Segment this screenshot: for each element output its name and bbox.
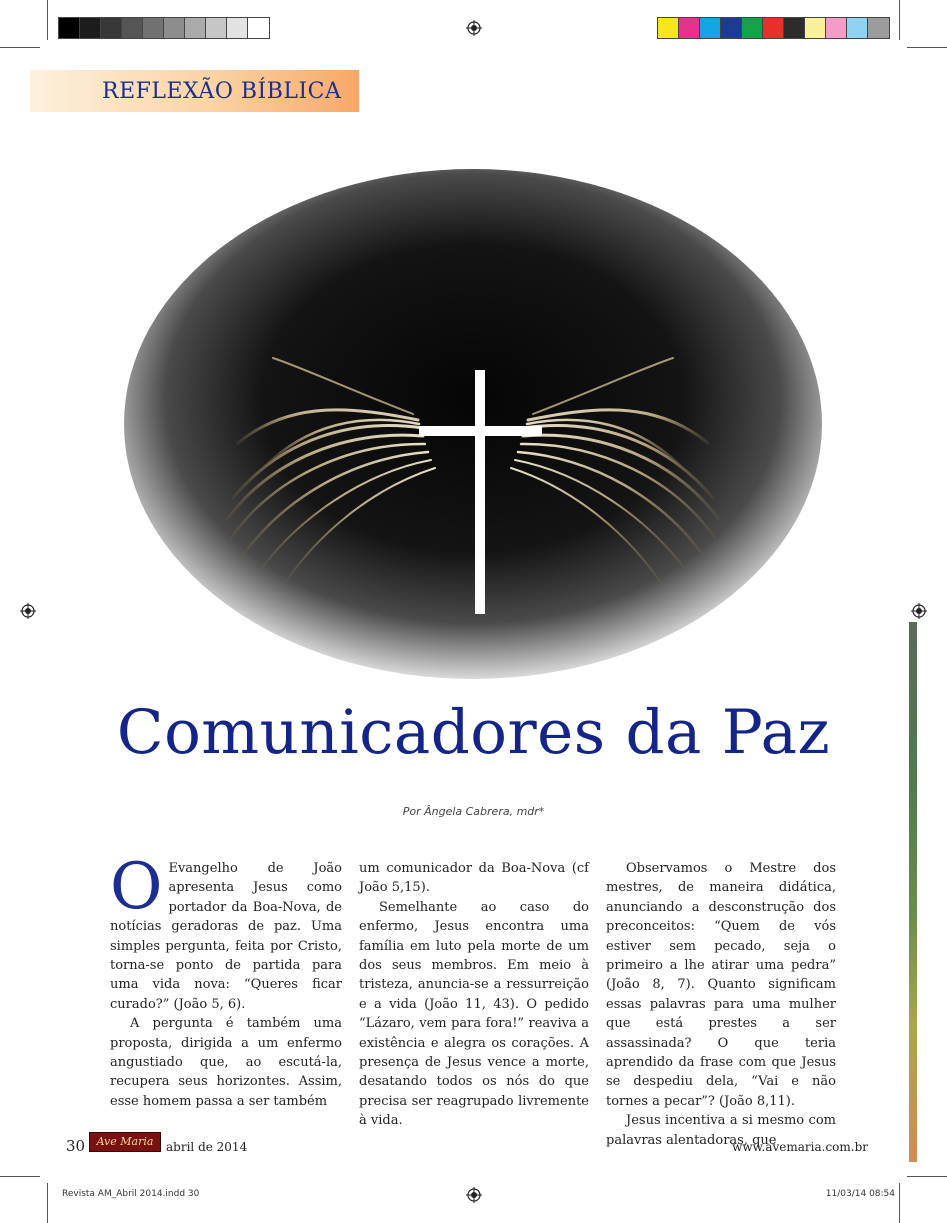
drop-cap: O xyxy=(110,850,163,924)
color-swatch xyxy=(185,18,206,38)
crop-mark xyxy=(47,0,48,40)
color-swatch xyxy=(227,18,248,38)
magazine-logo: Ave Maria xyxy=(89,1132,161,1152)
registration-mark-icon xyxy=(466,1187,482,1203)
grayscale-color-bar xyxy=(58,17,270,39)
registration-mark-icon xyxy=(20,603,36,619)
registration-mark-icon xyxy=(466,20,482,36)
issue-date: abril de 2014 xyxy=(166,1140,248,1154)
paragraph: Jesus incentiva a si mesmo com palavras alentadoras, que xyxy=(606,1113,836,1148)
page-number: 30 xyxy=(66,1137,86,1155)
color-swatch xyxy=(700,18,721,38)
color-swatch xyxy=(164,18,185,38)
color-swatch xyxy=(206,18,227,38)
registration-mark-icon xyxy=(911,603,927,619)
color-swatch xyxy=(763,18,784,38)
paragraph: A pergunta é também uma proposta, dirigida a um enfermo angustiado que, ao escutá-la, recupera seus horizontes. Assim, esse homem passa a ser também xyxy=(110,1016,342,1109)
paragraph xyxy=(110,850,342,1014)
website-url: www.avemaria.com.br xyxy=(732,1140,868,1154)
section-label xyxy=(30,70,359,112)
color-swatch xyxy=(847,18,868,38)
article-column-3 xyxy=(606,859,836,1150)
paragraph-text: Evangelho de João apresenta Jesus como portador da Boa-Nova, de notícias geradoras de paz. Uma simples pergunta, feita por Cristo, torna-se ponto de partida para uma vida nova: “Queres ficar curado?” (João 5, 6). xyxy=(110,861,342,1012)
color-swatch xyxy=(742,18,763,38)
color-swatch xyxy=(784,18,805,38)
section-label-text: REFLEXÃO BÍBLICA xyxy=(102,78,342,104)
crop-mark xyxy=(907,1176,947,1177)
color-swatch xyxy=(101,18,122,38)
paragraph: Observamos o Mestre dos mestres, de maneira didática, anunciando a desconstrução dos preconceitos: “Quem de vós estiver sem pecado, seja o primeiro a lhe atirar uma pedra” (João 8, 7). Quanto significam essas palavras para uma mulher que está prestes a ser assassinada? O que teria aprendido da frase com que Jesus se despediu dela, “Vai e não tornes a pecar”? (João 8,11). xyxy=(606,861,836,1109)
cross-wings-illustration xyxy=(123,168,823,680)
article-column-1 xyxy=(110,850,342,1111)
crop-mark xyxy=(47,1183,48,1223)
article-byline: Por Ângela Cabrera, mdr* xyxy=(402,805,545,818)
color-swatch xyxy=(679,18,700,38)
crop-mark xyxy=(0,1176,40,1177)
article-title: Comunicadores da Paz xyxy=(116,697,831,768)
paragraph: Semelhante ao caso do enfermo, Jesus encontra uma família em luto pela morte de um dos seus membros. Em meio à tristeza, anuncia-se a ressurreição e a vida (João 11, 43). O pedido “Lázaro, vem para fora!” reaviva a existência e alegra os corações. A presença de Jesus vence a morte, desatando todos os nós do que precisa ser reagrupado livremente à vida. xyxy=(359,899,589,1129)
print-timestamp: 11/03/14 08:54 xyxy=(825,1189,895,1199)
color-swatch xyxy=(658,18,679,38)
crop-mark xyxy=(899,1183,900,1223)
color-swatch xyxy=(721,18,742,38)
color-swatch xyxy=(868,18,889,38)
color-swatch xyxy=(248,18,269,38)
color-swatch xyxy=(143,18,164,38)
color-swatch xyxy=(122,18,143,38)
color-swatch xyxy=(805,18,826,38)
article-column-2 xyxy=(359,859,589,1131)
paragraph: um comunicador da Boa-Nova (cf João 5,15). xyxy=(359,861,589,896)
crop-mark xyxy=(0,47,40,48)
color-swatch xyxy=(826,18,847,38)
crop-mark xyxy=(907,47,947,48)
file-slug: Revista AM_Abril 2014.indd 30 xyxy=(62,1189,200,1199)
cmyk-color-bar xyxy=(657,17,890,39)
color-swatch xyxy=(80,18,101,38)
color-swatch xyxy=(59,18,80,38)
crop-mark xyxy=(899,0,900,40)
